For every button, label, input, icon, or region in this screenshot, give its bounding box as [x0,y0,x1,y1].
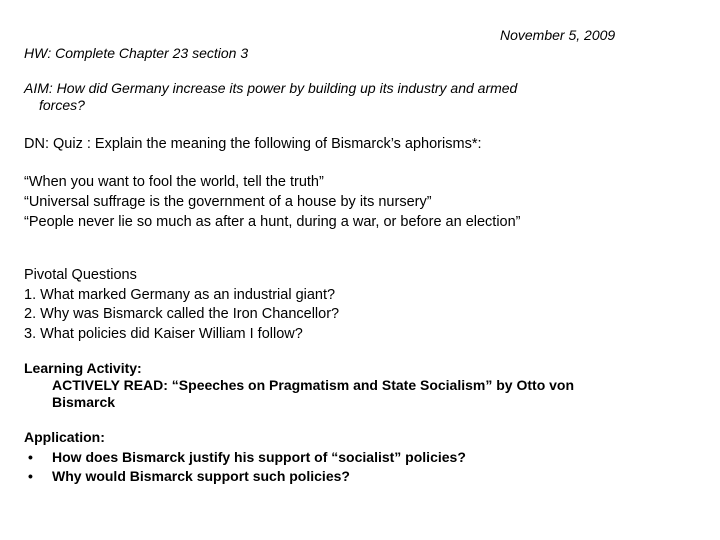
aim-block [24,80,517,114]
application-bullet-text: How does Bismarck justify his support of “socialist” policies? [52,448,466,465]
application-bullet-1 [24,448,466,468]
learning-activity [24,360,574,411]
application-bullet-2 [24,467,466,487]
learning-heading: Learning Activity: [24,360,142,376]
learning-line-1: ACTIVELY READ: “Speeches on Pragmatism and State Socialism” by Otto von [52,377,575,393]
application-bullet-text: Why would Bismarck support such policies? [52,468,350,484]
application [24,428,466,487]
homework-line: HW: Complete Chapter 23 section 3 [24,45,249,61]
pivotal-questions [24,266,339,344]
quote-2: “Universal suffrage is the government of a house by its nursery” [24,194,432,210]
pivotal-question-1: 1. What marked Germany as an industrial giant? [24,286,336,303]
pivotal-question-3: 3. What policies did Kaiser William I follow? [24,325,303,342]
aim-line-1: AIM: How did Germany increase its power by building up its industry and armed [24,80,518,96]
quotes-block [24,172,521,232]
learning-line-2: Bismarck [52,394,116,410]
date: November 5, 2009 [500,27,616,43]
bullet-icon: • [28,448,33,465]
bullet-icon: • [28,468,33,484]
pivotal-heading: Pivotal Questions [24,267,137,283]
pivotal-question-2: 2. Why was Bismarck called the Iron Chancellor? [24,306,340,322]
aim-line-2: forces? [39,97,85,113]
quote-1: “When you want to fool the world, tell the truth” [24,174,324,190]
do-now-prompt: DN: Quiz : Explain the meaning the following of Bismarck’s aphorisms*: [24,136,482,152]
application-heading: Application: [24,429,105,445]
quote-3: “People never lie so much as after a hunt, during a war, or before an election” [24,214,521,230]
